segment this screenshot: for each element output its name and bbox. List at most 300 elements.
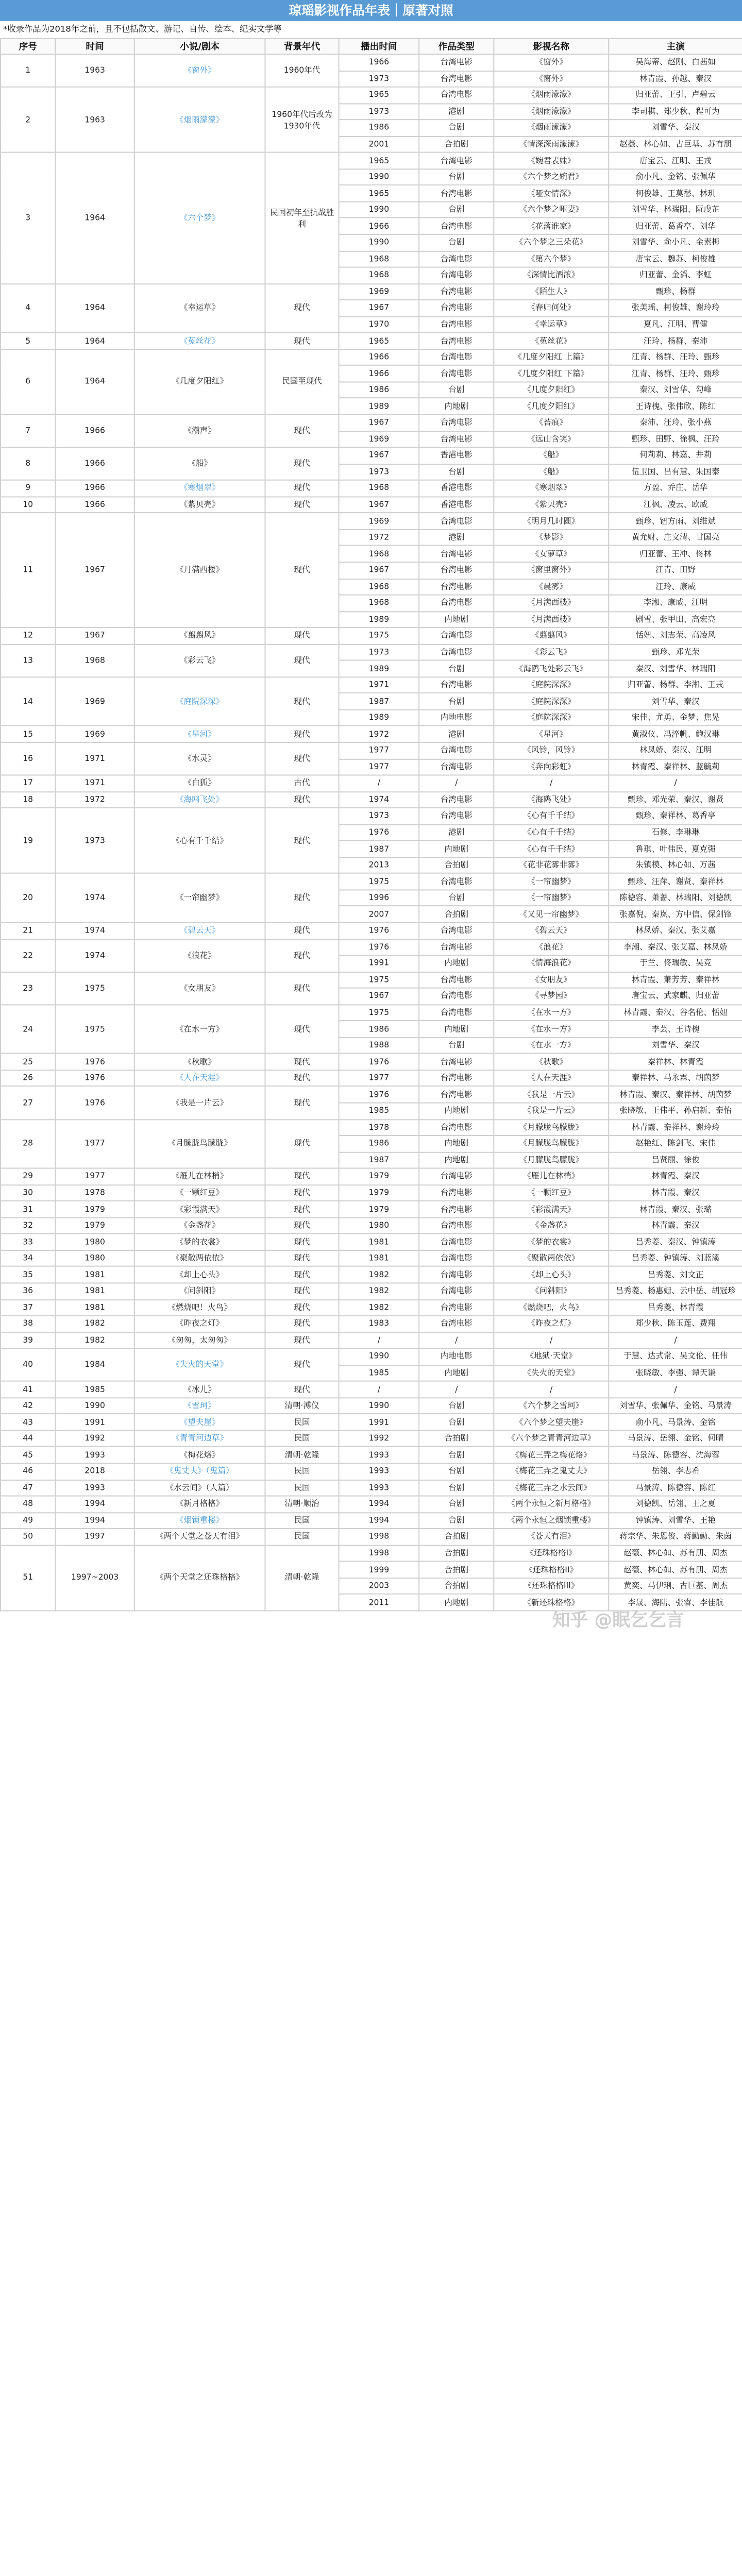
air-year: 1968: [339, 595, 419, 612]
adaptation-type: 台湾电影: [419, 1283, 494, 1299]
cast: 江青、杨群、汪玲、甄珍: [609, 349, 742, 366]
adaptation-type: 台湾电影: [419, 316, 494, 333]
adaptation-type: 台湾电影: [419, 87, 494, 104]
adaptation-name: 《几度夕阳红 上篇》: [494, 349, 609, 366]
air-year: 1976: [339, 939, 419, 956]
adaptation-name: 《烟雨濛濛》: [494, 120, 609, 137]
air-year: /: [339, 1381, 419, 1398]
work-no: 26: [1, 1070, 55, 1087]
header-no: 序号: [1, 39, 55, 55]
work-title: 《翦翦风》: [134, 628, 265, 644]
work-era: 现代: [265, 1119, 339, 1168]
adaptation-name: 《金盏花》: [494, 1217, 609, 1234]
work-era: 现代: [265, 644, 339, 677]
cast: 俞小凡、马景涛、金铭: [609, 1414, 742, 1431]
adaptation-type: 台剧: [419, 169, 494, 185]
cast: 林青霞、萧芳芳、秦祥林: [609, 972, 742, 988]
adaptation-type: 台湾电影: [419, 54, 494, 71]
work-no: 35: [1, 1267, 55, 1283]
work-no: 25: [1, 1054, 55, 1070]
work-title: 《菟丝花》: [134, 333, 265, 349]
adaptation-type: 台剧: [419, 890, 494, 906]
work-title: 《潮声》: [134, 415, 265, 448]
cast: 陈德容、萧蔷、林瑞阳、刘德凯: [609, 890, 742, 906]
adaptation-name: 《梅花三弄之鬼丈夫》: [494, 1463, 609, 1480]
table-row: [1, 152, 742, 169]
cast: 郑少秋、陈玉莲、费翔: [609, 1316, 742, 1332]
adaptation-type: 台剧: [419, 202, 494, 218]
cast: 林青霞、秦祥林、谢玲玲: [609, 1119, 742, 1136]
adaptation-type: 台湾电影: [419, 1119, 494, 1136]
work-no: 44: [1, 1431, 55, 1447]
adaptation-name: 《哑女情深》: [494, 185, 609, 202]
work-title: 《雪珂》: [134, 1398, 265, 1414]
work-year: 1974: [55, 939, 134, 972]
adaptation-name: 《新还珠格格》: [494, 1595, 609, 1611]
adaptation-name: 《几度夕阳红 下篇》: [494, 366, 609, 382]
adaptation-name: 《人在天涯》: [494, 1070, 609, 1087]
table-row: [1, 284, 742, 300]
table-row: [1, 1463, 742, 1480]
adaptation-type: 合拍剧: [419, 1431, 494, 1447]
air-year: 1978: [339, 1119, 419, 1136]
adaptation-name: 《窗里窗外》: [494, 562, 609, 579]
adaptation-type: 台湾电影: [419, 644, 494, 660]
air-year: 1993: [339, 1480, 419, 1496]
work-title: 《两个天堂之还珠格格》: [134, 1545, 265, 1611]
cast: 唐宝云、魏苏、柯俊雄: [609, 251, 742, 267]
air-year: 1969: [339, 513, 419, 530]
adaptation-name: 《女萝草》: [494, 546, 609, 562]
adaptation-type: 合拍剧: [419, 1562, 494, 1578]
adaptation-name: 《幸运草》: [494, 316, 609, 333]
work-era: 现代: [265, 1201, 339, 1217]
air-year: 1983: [339, 1316, 419, 1332]
work-no: 34: [1, 1250, 55, 1267]
adaptation-type: 台湾电影: [419, 1054, 494, 1070]
work-era: 清朝·乾隆: [265, 1545, 339, 1611]
work-title: 《望夫崖》: [134, 1414, 265, 1431]
table-row: [1, 1054, 742, 1070]
work-title: 《人在天涯》: [134, 1070, 265, 1087]
air-year: 1972: [339, 726, 419, 742]
work-no: 41: [1, 1381, 55, 1398]
adaptation-type: 台湾电影: [419, 988, 494, 1005]
air-year: 1990: [339, 234, 419, 251]
work-era: 现代: [265, 923, 339, 939]
work-no: 7: [1, 415, 55, 448]
work-year: 1993: [55, 1480, 134, 1496]
work-title: 《冰儿》: [134, 1381, 265, 1398]
air-year: 1989: [339, 660, 419, 677]
adaptation-type: 内地电影: [419, 709, 494, 726]
adaptation-name: 《月满西楼》: [494, 612, 609, 628]
work-year: 1966: [55, 415, 134, 448]
work-year: 1964: [55, 349, 134, 415]
air-year: 1967: [339, 300, 419, 316]
table-row: [1, 939, 742, 956]
cast: 唐宝云、江明、王戎: [609, 152, 742, 169]
work-title: 《匆匆，太匆匆》: [134, 1332, 265, 1349]
adaptation-name: 《风铃，风铃》: [494, 742, 609, 759]
adaptation-type: 台湾电影: [419, 808, 494, 824]
air-year: 1998: [339, 1545, 419, 1562]
work-year: 1974: [55, 873, 134, 922]
cast: 李芸、王诗槐: [609, 1021, 742, 1038]
adaptation-type: 内地剧: [419, 398, 494, 415]
work-era: 现代: [265, 677, 339, 726]
work-no: 2: [1, 87, 55, 152]
air-year: 1968: [339, 267, 419, 284]
work-title: 《雁儿在林梢》: [134, 1168, 265, 1185]
air-year: 1989: [339, 398, 419, 415]
cast: 林青霞、秦汉、张璐: [609, 1201, 742, 1217]
work-title: 《女朋友》: [134, 972, 265, 1005]
cast: 林青霞、秦祥林、蓝毓莉: [609, 759, 742, 775]
cast: 吕秀菱、秦汉、钟镇涛: [609, 1234, 742, 1250]
air-year: 1966: [339, 366, 419, 382]
header-year: 时间: [55, 39, 134, 55]
adaptation-name: 《花落谁家》: [494, 218, 609, 234]
work-era: 民国初年至抗战胜利: [265, 152, 339, 283]
work-title: 《问斜阳》: [134, 1283, 265, 1299]
work-no: 17: [1, 775, 55, 792]
table-row: [1, 677, 742, 693]
adaptation-name: 《庭院深深》: [494, 677, 609, 693]
work-year: 1966: [55, 497, 134, 513]
adaptation-name: 《苔痕》: [494, 415, 609, 431]
adaptation-name: 《几度夕阳红》: [494, 398, 609, 415]
adaptation-name: 《翦翦风》: [494, 628, 609, 644]
work-no: 50: [1, 1529, 55, 1545]
adaptation-name: 《梅花三弄之梅花烙》: [494, 1447, 609, 1463]
work-era: 现代: [265, 808, 339, 873]
table-row: [1, 791, 742, 808]
adaptation-type: 内地剧: [419, 841, 494, 857]
work-era: 现代: [265, 497, 339, 513]
air-year: 1974: [339, 791, 419, 808]
work-year: 1981: [55, 1283, 134, 1299]
air-year: 1967: [339, 497, 419, 513]
cast: 甄珍、杨群: [609, 284, 742, 300]
cast: 张美瑶、柯俊雄、谢玲玲: [609, 300, 742, 316]
adaptation-name: 《菟丝花》: [494, 333, 609, 349]
table-row: [1, 1185, 742, 1201]
cast: 林青霞、秦汉: [609, 1185, 742, 1201]
adaptation-type: 台湾电影: [419, 1267, 494, 1283]
work-era: 现代: [265, 1054, 339, 1070]
adaptation-type: /: [419, 775, 494, 792]
work-title: 《却上心头》: [134, 1267, 265, 1283]
work-no: 49: [1, 1513, 55, 1529]
air-year: 1965: [339, 185, 419, 202]
cast: 何莉莉、林嘉、井莉: [609, 448, 742, 464]
work-year: 1984: [55, 1349, 134, 1382]
work-era: 现代: [265, 1087, 339, 1120]
cast: 汪玲、康威: [609, 579, 742, 595]
table-row: [1, 1119, 742, 1136]
adaptation-type: 台剧: [419, 1037, 494, 1054]
work-year: 1966: [55, 448, 134, 481]
work-title: 《梅花烙》: [134, 1447, 265, 1463]
work-no: 6: [1, 349, 55, 415]
header-adaptation: 影视名称: [494, 39, 609, 55]
adaptation-type: 内地电影: [419, 1349, 494, 1365]
cast: 黄淑仪、冯淬帆、鲍汉琳: [609, 726, 742, 742]
adaptation-name: 《月朦胧鸟朦胧》: [494, 1136, 609, 1152]
cast: 汪玲、杨群、秦沛: [609, 333, 742, 349]
cast: 伍卫国、吕有慧、朱国泰: [609, 464, 742, 480]
cast: 江青、田野: [609, 562, 742, 579]
adaptation-name: 《六个梦之雪珂》: [494, 1398, 609, 1414]
work-year: 1985: [55, 1381, 134, 1398]
cast: 归亚蕾、王引、卢碧云: [609, 87, 742, 104]
table-row: [1, 1332, 742, 1349]
adaptation-type: 港剧: [419, 824, 494, 841]
air-year: 1990: [339, 169, 419, 185]
work-no: 16: [1, 742, 55, 775]
air-year: 1986: [339, 382, 419, 398]
work-era: 现代: [265, 1332, 339, 1349]
table-row: [1, 1381, 742, 1398]
work-era: 现代: [265, 1070, 339, 1087]
work-no: 39: [1, 1332, 55, 1349]
work-title: 《秋歌》: [134, 1054, 265, 1070]
table-row: [1, 972, 742, 988]
cast: 林凤娇、秦汉、张艾嘉: [609, 923, 742, 939]
adaptation-name: 《海鸥飞处》: [494, 791, 609, 808]
adaptation-name: 《浪花》: [494, 939, 609, 956]
work-no: 36: [1, 1283, 55, 1299]
work-era: 民国: [265, 1463, 339, 1480]
header-air-year: 播出时间: [339, 39, 419, 55]
work-year: 1994: [55, 1496, 134, 1513]
work-year: 1980: [55, 1234, 134, 1250]
adaptation-name: 《还珠格格I》: [494, 1545, 609, 1562]
work-year: 1969: [55, 726, 134, 742]
adaptation-type: /: [419, 1381, 494, 1398]
adaptation-type: 内地剧: [419, 1103, 494, 1120]
adaptation-type: 台剧: [419, 1480, 494, 1496]
air-year: 1969: [339, 431, 419, 448]
adaptation-name: 《六个梦之三朵花》: [494, 234, 609, 251]
cast: 岳翎、李志希: [609, 1463, 742, 1480]
work-no: 9: [1, 480, 55, 497]
adaptation-type: 内地剧: [419, 955, 494, 972]
work-era: 民国至现代: [265, 349, 339, 415]
adaptation-type: 香港电影: [419, 497, 494, 513]
adaptation-name: 《在水一方》: [494, 1005, 609, 1021]
air-year: 1977: [339, 1070, 419, 1087]
table-body: [1, 54, 742, 1611]
work-title: 《月满西楼》: [134, 513, 265, 628]
adaptation-type: 台湾电影: [419, 185, 494, 202]
work-era: 现代: [265, 1316, 339, 1332]
air-year: 2013: [339, 857, 419, 874]
adaptation-type: 内地剧: [419, 1021, 494, 1038]
adaptation-type: 台湾电影: [419, 791, 494, 808]
cast: 黄允财、庄文清、甘国亮: [609, 530, 742, 546]
adaptation-type: 台剧: [419, 464, 494, 480]
work-year: 1982: [55, 1316, 134, 1332]
adaptation-type: 台湾电影: [419, 972, 494, 988]
adaptation-type: 台湾电影: [419, 1168, 494, 1185]
adaptation-name: 《彩霞满天》: [494, 1201, 609, 1217]
air-year: 1969: [339, 284, 419, 300]
air-year: 1965: [339, 333, 419, 349]
adaptation-name: 《失火的天堂》: [494, 1365, 609, 1381]
work-era: 现代: [265, 1217, 339, 1234]
work-year: 1991: [55, 1414, 134, 1431]
adaptation-type: 台湾电影: [419, 1316, 494, 1332]
adaptation-type: 台剧: [419, 1398, 494, 1414]
adaptation-type: 香港电影: [419, 448, 494, 464]
adaptation-name: 《心有千千结》: [494, 841, 609, 857]
cast: 林青霞、孙越、秦汉: [609, 71, 742, 87]
table-title: 琼瑶影视作品年表｜原著对照: [0, 0, 742, 21]
adaptation-type: 内地剧: [419, 1595, 494, 1611]
cast: 秦祥林、林青霞: [609, 1054, 742, 1070]
adaptation-name: 《晨雾》: [494, 579, 609, 595]
work-era: 民国: [265, 1414, 339, 1431]
adaptation-name: 《海鸥飞处彩云飞》: [494, 660, 609, 677]
cast: 剧雪、张甲田、高宏亮: [609, 612, 742, 628]
adaptation-type: 内地剧: [419, 1365, 494, 1381]
adaptation-name: 《远山含笑》: [494, 431, 609, 448]
table-row: [1, 1267, 742, 1283]
cast: /: [609, 1381, 742, 1398]
air-year: 1996: [339, 890, 419, 906]
cast: 甄珍、钮方雨、刘维斌: [609, 513, 742, 530]
cast: 唐宝云、武家麒、归亚蕾: [609, 988, 742, 1005]
air-year: 1968: [339, 480, 419, 497]
work-year: 1994: [55, 1513, 134, 1529]
adaptation-type: 台湾电影: [419, 1201, 494, 1217]
air-year: 1989: [339, 612, 419, 628]
cast: 林青霞、秦汉: [609, 1217, 742, 1234]
air-year: 1986: [339, 1021, 419, 1038]
work-no: 48: [1, 1496, 55, 1513]
work-no: 28: [1, 1119, 55, 1168]
work-era: 民国: [265, 1529, 339, 1545]
adaptation-type: 台剧: [419, 234, 494, 251]
work-era: 现代: [265, 448, 339, 481]
table-row: [1, 448, 742, 464]
work-year: 1969: [55, 677, 134, 726]
cast: 张嘉倪、秦岚、方中信、保剑锋: [609, 906, 742, 923]
work-era: 现代: [265, 726, 339, 742]
adaptation-type: 港剧: [419, 726, 494, 742]
work-no: 40: [1, 1349, 55, 1382]
adaptation-type: 台湾电影: [419, 1005, 494, 1021]
air-year: 1980: [339, 1217, 419, 1234]
work-title: 《海鸥飞处》: [134, 791, 265, 808]
table-row: [1, 1316, 742, 1332]
cast: 刘德凯、岳翎、王之夏: [609, 1496, 742, 1513]
air-year: 1973: [339, 644, 419, 660]
work-era: 现代: [265, 1168, 339, 1185]
air-year: 1976: [339, 923, 419, 939]
work-title: 《六个梦》: [134, 152, 265, 283]
air-year: 1993: [339, 1463, 419, 1480]
table-row: [1, 1168, 742, 1185]
work-title: 《浪花》: [134, 939, 265, 972]
table-row: [1, 1529, 742, 1545]
adaptation-name: 《月朦胧鸟朦胧》: [494, 1119, 609, 1136]
work-title: 《燃烧吧！火鸟》: [134, 1299, 265, 1316]
cast: 王诗槐、张伟欣、陈红: [609, 398, 742, 415]
adaptation-type: 合拍剧: [419, 136, 494, 152]
adaptation-name: 《船》: [494, 448, 609, 464]
adaptation-type: 内地剧: [419, 1152, 494, 1168]
work-year: 1976: [55, 1087, 134, 1120]
work-no: 32: [1, 1217, 55, 1234]
work-no: 42: [1, 1398, 55, 1414]
adaptation-type: 台湾电影: [419, 923, 494, 939]
cast: 赵薇、林心如、古巨基、苏有朋: [609, 136, 742, 152]
adaptation-name: 《女朋友》: [494, 972, 609, 988]
work-year: 1967: [55, 628, 134, 644]
air-year: 1972: [339, 530, 419, 546]
cast: 林凤娇、秦汉、江明: [609, 742, 742, 759]
air-year: 1979: [339, 1201, 419, 1217]
work-title: 《鬼丈夫》（鬼篇）: [134, 1463, 265, 1480]
cast: /: [609, 1332, 742, 1349]
work-no: 33: [1, 1234, 55, 1250]
work-no: 15: [1, 726, 55, 742]
cast: 江枫、凌云、欧威: [609, 497, 742, 513]
air-year: 1981: [339, 1234, 419, 1250]
work-title: 《幸运草》: [134, 284, 265, 333]
table-row: [1, 497, 742, 513]
work-year: 1966: [55, 480, 134, 497]
adaptation-name: 《月朦胧鸟朦胧》: [494, 1152, 609, 1168]
adaptation-type: 台剧: [419, 120, 494, 137]
air-year: 1999: [339, 1562, 419, 1578]
table-row: [1, 742, 742, 759]
adaptation-name: 《几度夕阳红》: [494, 382, 609, 398]
cast: 钟镇涛、刘雪华、王艳: [609, 1513, 742, 1529]
adaptation-type: 台湾电影: [419, 284, 494, 300]
adaptation-type: 台剧: [419, 1513, 494, 1529]
adaptation-name: 《六个梦之婉君》: [494, 169, 609, 185]
air-year: 1998: [339, 1529, 419, 1545]
work-title: 《金盏花》: [134, 1217, 265, 1234]
adaptation-name: 《我是一片云》: [494, 1103, 609, 1120]
air-year: 1967: [339, 562, 419, 579]
adaptation-name: 《还珠格格II》: [494, 1562, 609, 1578]
cast: 江青、杨群、汪玲、甄珍: [609, 366, 742, 382]
adaptation-type: 台湾电影: [419, 1185, 494, 1201]
air-year: 2007: [339, 906, 419, 923]
air-year: 1991: [339, 1414, 419, 1431]
work-era: 现代: [265, 1234, 339, 1250]
work-no: 38: [1, 1316, 55, 1332]
adaptation-type: 香港电影: [419, 480, 494, 497]
air-year: 1965: [339, 87, 419, 104]
air-year: 1992: [339, 1431, 419, 1447]
table-row: [1, 775, 742, 792]
adaptation-type: 内地剧: [419, 1136, 494, 1152]
adaptation-name: 《心有千千结》: [494, 808, 609, 824]
cast: 方盈、乔庄、岳华: [609, 480, 742, 497]
work-no: 8: [1, 448, 55, 481]
adaptation-name: 《婉君表妹》: [494, 152, 609, 169]
table-row: [1, 87, 742, 104]
cast: 张晓敏、王伟平、孙启新、秦怡: [609, 1103, 742, 1120]
adaptation-name: /: [494, 1381, 609, 1398]
header-type: 作品类型: [419, 39, 494, 55]
